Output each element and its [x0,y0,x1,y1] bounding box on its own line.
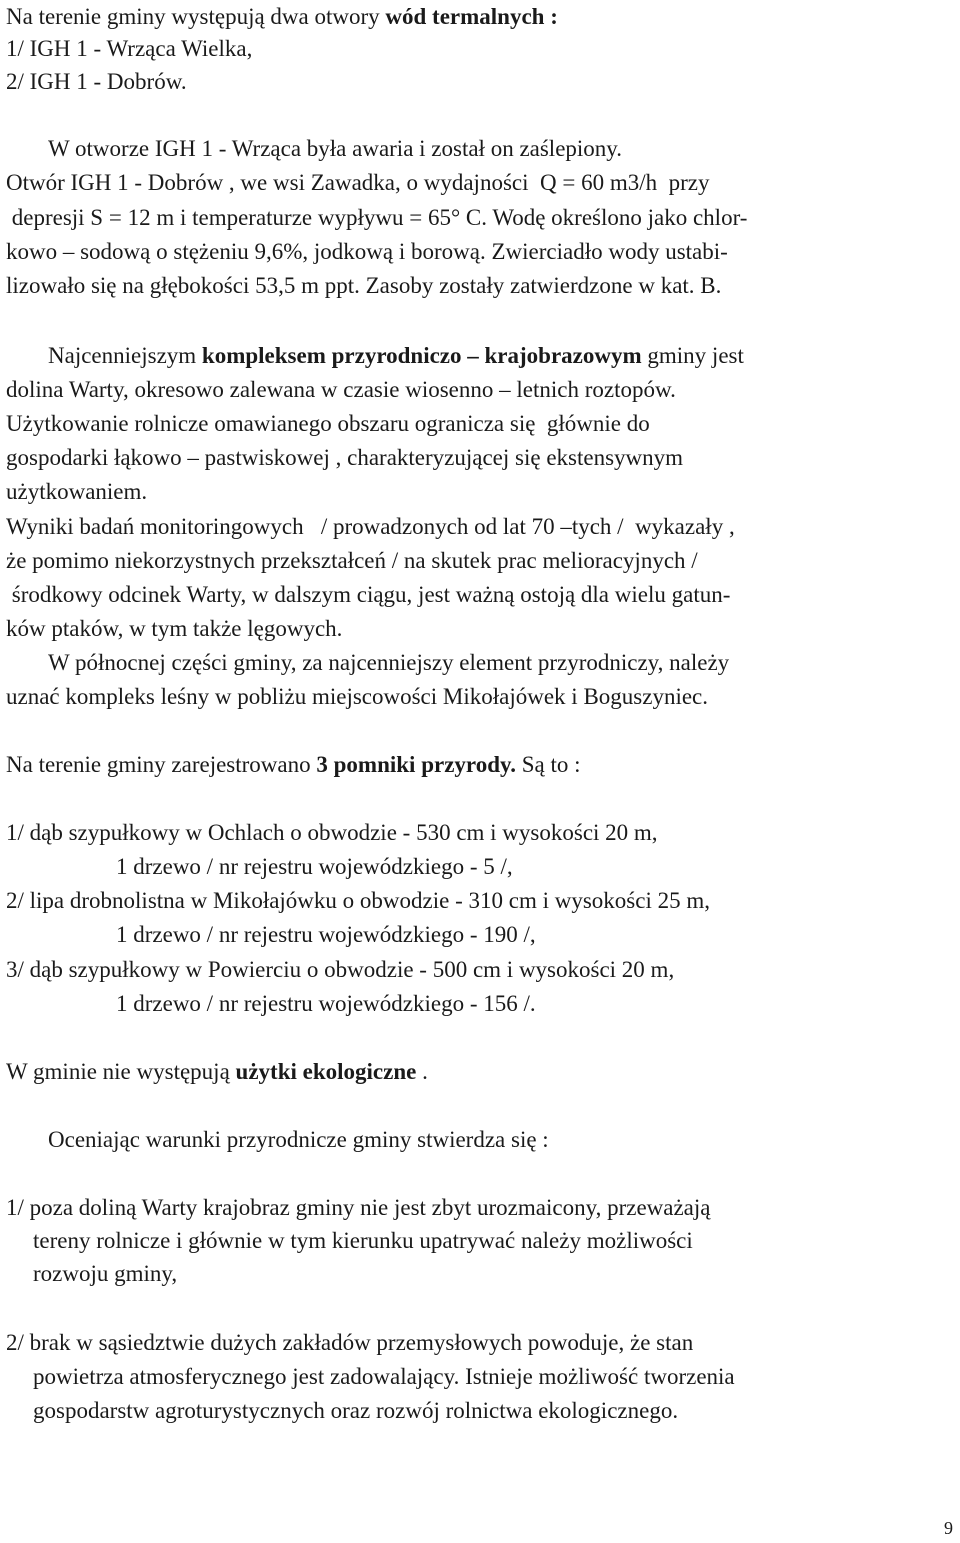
paragraph-line: środkowy odcinek Warty, w dalszym ciągu, jest ważną ostoją dla wielu gatun- [6,582,731,607]
ecological-intro-text: W gminie nie występują [6,1059,236,1084]
thermal-intro-line [6,2,558,32]
monuments-tail-text: Są to : [515,752,581,777]
well-list-item: 2/ IGH 1 - Dobrów. [6,69,187,94]
ecological-sites-line [6,1057,428,1087]
conclusion-line: powietrza atmosferycznego jest zadowalający. Istnieje możliwość tworzenia [33,1364,735,1389]
paragraph-line: użytkowaniem. [6,479,148,504]
paragraph-line: gospodarki łąkowo – pastwiskowej , charakteryzującej się ekstensywnym [6,445,684,470]
monument-item: 3/ dąb szypułkowy w Powierciu o obwodzie - 500 cm i wysokości 20 m, [6,957,675,982]
monument-registry: 1 drzewo / nr rejestru wojewódzkiego - 5 /, [116,854,513,879]
monument-registry: 1 drzewo / nr rejestru wojewódzkiego - 190 /, [116,922,536,947]
paragraph-line: że pomimo niekorzystnych przekształceń / na skutek prac melioracyjnych / [6,548,698,573]
landscape-complex-line [48,341,744,371]
paragraph-line: lizowało się na głębokości 53,5 m ppt. Zasoby zostały zatwierdzone w kat. B. [6,273,722,298]
paragraph-line: depresji S = 12 m i temperaturze wypływu = 65° C. Wodę określono jako chlor- [6,205,748,230]
monument-item: 1/ dąb szypułkowy w Ochlach o obwodzie - 530 cm i wysokości 20 m, [6,820,658,845]
well-list-item: 1/ IGH 1 - Wrząca Wielka, [6,36,253,61]
thermal-waters-term: wód termalnych : [385,4,558,29]
conclusion-line: tereny rolnicze i głównie w tym kierunku upatrywać należy możliwości [33,1228,693,1253]
paragraph-line: W otworze IGH 1 - Wrząca była awaria i został on zaślepiony. [48,136,623,161]
monument-item: 2/ lipa drobnolistna w Mikołajówku o obwodzie - 310 cm i wysokości 25 m, [6,888,710,913]
paragraph-line: Otwór IGH 1 - Dobrów , we wsi Zawadka, o wydajności Q = 60 m3/h przy [6,170,710,195]
paragraph-line: Użytkowanie rolnicze omawianego obszaru ogranicza się głównie do [6,411,650,436]
ecological-tail-text: . [416,1059,428,1084]
paragraph-line: ków ptaków, w tym także lęgowych. [6,616,343,641]
ecological-sites-term: użytki ekologiczne [235,1059,417,1084]
landscape-tail-text: gminy jest [641,343,744,368]
monuments-heading [6,750,581,780]
conclusion-line: 1/ poza doliną Warty krajobraz gminy nie jest zbyt urozmaicony, przeważają [6,1195,711,1220]
conclusion-line: rozwoju gminy, [33,1261,178,1286]
paragraph-line: kowo – sodową o stężeniu 9,6%, jodkową i borową. Zwierciadło wody ustabi- [6,239,728,264]
thermal-intro-text: Na terenie gminy występują dwa otwory [6,4,386,29]
assessment-intro: Oceniając warunki przyrodnicze gminy stwierdza się : [48,1127,549,1152]
page-number: 9 [944,1518,953,1538]
paragraph-line: Wyniki badań monitoringowych / prowadzonych od lat 70 –tych / wykazały , [6,514,735,539]
paragraph-line: dolina Warty, okresowo zalewana w czasie wiosenno – letnich roztopów. [6,377,676,402]
monuments-count-term: 3 pomniki przyrody. [316,752,516,777]
landscape-complex-term: kompleksem przyrodniczo – krajobrazowym [201,343,642,368]
monuments-intro-text: Na terenie gminy zarejestrowano [6,752,317,777]
landscape-intro-text: Najcenniejszym [48,343,202,368]
conclusion-line: 2/ brak w sąsiedztwie dużych zakładów przemysłowych powoduje, że stan [6,1330,694,1355]
paragraph-line: uznać kompleks leśny w pobliżu miejscowości Mikołajówek i Boguszyniec. [6,684,709,709]
conclusion-line: gospodarstw agroturystycznych oraz rozwój rolnictwa ekologicznego. [33,1398,679,1423]
monument-registry: 1 drzewo / nr rejestru wojewódzkiego - 156 /. [116,991,536,1016]
paragraph-line: W północnej części gminy, za najcenniejszy element przyrodniczy, należy [48,650,730,675]
